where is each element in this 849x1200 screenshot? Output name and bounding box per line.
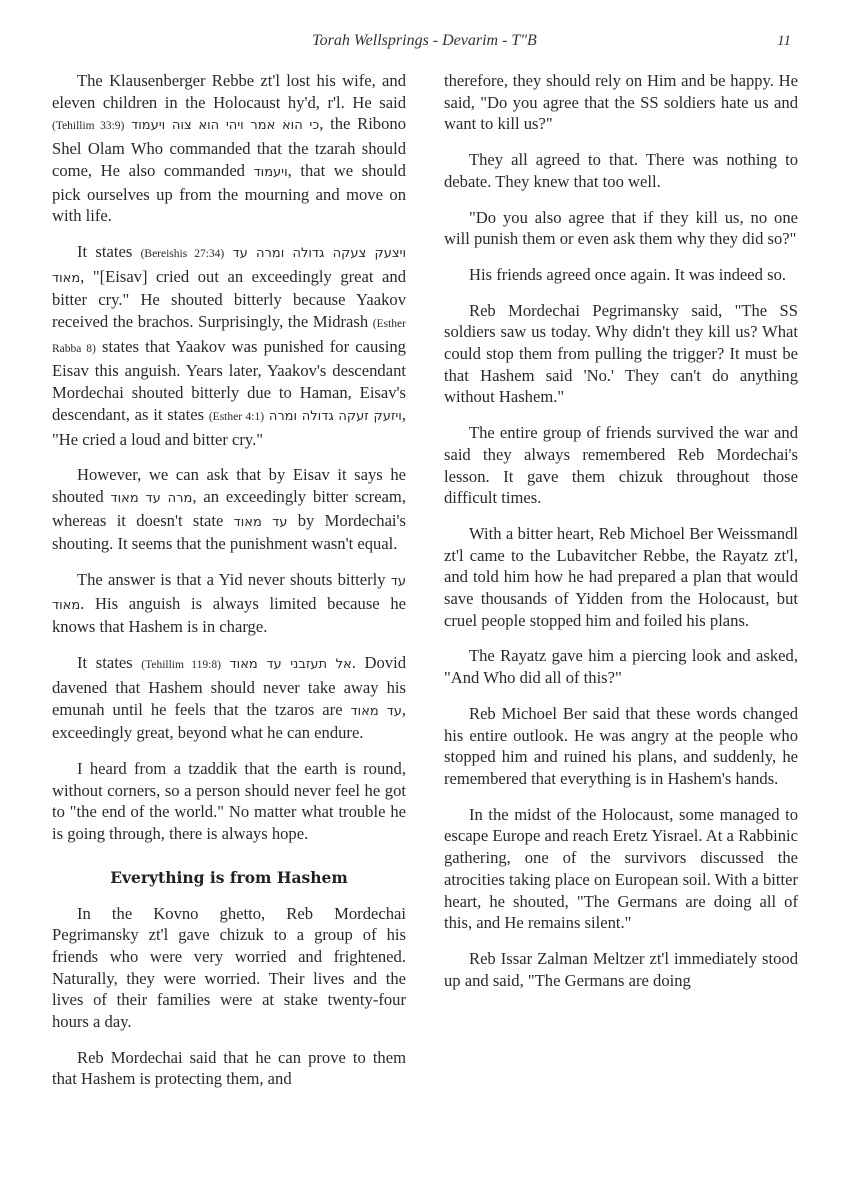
- text: The Klausenberger Rebbe zt'l lost his wife, and eleven children in the Holocaust hy'd, r'l. He said: [52, 71, 406, 112]
- left-column: [52, 70, 406, 1104]
- hebrew-quote: ויצעק צעקה גדולה ומרה עד מאוד: [52, 245, 406, 286]
- citation: (Esther 4:1): [208, 410, 265, 423]
- paragraph: Reb Mordechai Pegrimansky said, "The SS soldiers saw us today. Why didn't they kill us? What could stop them from pulling the trigger? It must be that Hashem said 'No.' They can't do anything without Hashem.": [444, 300, 798, 407]
- paragraph-reb-mordechai: Reb Mordechai said that he can prove to them that Hashem is protecting them, and: [52, 1047, 406, 1089]
- right-column: [444, 70, 798, 1005]
- text: It states: [77, 653, 142, 673]
- hebrew-quote: עד מאוד: [52, 574, 406, 613]
- hebrew-quote: ויזעק זעקה גדולה ומרה: [268, 408, 402, 424]
- paragraph: They all agreed to that. There was nothing to debate. They knew that too well.: [444, 150, 798, 191]
- hebrew-quote: אל תעזבני עד מאוד: [229, 657, 352, 673]
- paragraph-klausenberger: [52, 70, 406, 227]
- paragraph-answer: [52, 569, 406, 638]
- page-header: [0, 30, 849, 56]
- text: It states: [77, 241, 141, 261]
- page-number: 11: [777, 33, 791, 49]
- paragraph: Reb Michoel Ber said that these words changed his entire outlook. He was angry at the people who stopped him and ruined his plans, and suddenly, he remembered that everything is in Hashem's hands.: [444, 703, 798, 788]
- citation: (Tehillim 119:8): [141, 659, 221, 672]
- paragraph: In the midst of the Holocaust, some managed to escape Europe and reach Eretz Yisrael. At a Rabbinic gathering, one of the survivors discussed the atrocities taking place on European soil. With a bitter heart, he shouted, "The Germans are doing all of this, and He remains silent.": [444, 804, 798, 933]
- hebrew-quote: עד מאוד: [233, 514, 288, 530]
- text: , that we should pick ourselves up from the mourning and move on with life.: [52, 160, 406, 226]
- text: . Dovid davened that Hashem should never take away his emunah until he feels that the tzaros are: [52, 653, 407, 719]
- paragraph-kovno: In the Kovno ghetto, Reb Mordechai Pegrimansky zt'l gave chizuk to a group of his friends who were very worried and frightened. Naturally, they were worried. Their lives and the lives of their families were at stake twenty-four hours a day.: [52, 903, 406, 1032]
- text: , an exceedingly bitter scream, whereas it doesn't state: [52, 486, 406, 530]
- paragraph: With a bitter heart, Reb Michoel Ber Weissmandl zt'l came to the Lubavitcher Rebbe, the Rayatz zt'l, and told him how he had prepared a plan that would save thousands of Yidden from the Holocaust, but cruel people stopped him and foiled his plans.: [444, 523, 798, 630]
- paragraph: His friends agreed once again. It was indeed so.: [469, 264, 787, 284]
- text: , the Ribono Shel Olam Who commanded that the tzarah should come, He also commanded: [52, 114, 406, 180]
- text: The answer is that a Yid never shouts bitterly: [77, 570, 391, 590]
- paragraph-dovid: [52, 652, 406, 744]
- text: by Mordechai's shouting. It seems that the punishment wasn't equal.: [52, 510, 406, 554]
- paragraph: The Rayatz gave him a piercing look and asked, "And Who did all of this?": [444, 646, 798, 688]
- paragraph-continued: therefore, they should rely on Him and be happy. He said, "Do you agree that the SS soldiers hate us and want to kill us?": [444, 71, 798, 134]
- text: states that Yaakov was punished for causing Eisav this anguish. Years later, Yaakov's descendant Mordechai shouted bitterly due to Haman, Eisav's descendant, as it states: [52, 336, 406, 424]
- hebrew-quote: עד מאוד: [350, 703, 402, 719]
- hebrew-quote: כי הוא אמר ויהי הוא צוה ויעמוד: [131, 118, 320, 134]
- citation: (Esther Rabba 8): [52, 318, 406, 355]
- paragraph: "Do you also agree that if they kill us, no one will punish them or even ask them why they did so?": [444, 207, 798, 249]
- paragraph-question: [52, 464, 406, 555]
- text: However, we can ask that by Eisav it says he shouted: [52, 465, 406, 506]
- text: . His anguish is always limited because he knows that Hashem is in charge.: [52, 593, 406, 637]
- running-title: Torah Wellsprings - Devarim - T"B: [312, 32, 537, 49]
- hebrew-quote: ויעמוד: [253, 164, 288, 180]
- text: , "He cried a loud and bitter cry.": [52, 404, 406, 449]
- paragraph-tzaddik: I heard from a tzaddik that the earth is round, without corners, so a person should never feel he got to "the end of the world." No matter what trouble he is going through, there is always hope.: [52, 758, 406, 844]
- paragraph-eisav-cry: [52, 241, 406, 450]
- paragraph: Reb Issar Zalman Meltzer zt'l immediately stood up and said, "The Germans are doing: [444, 948, 798, 990]
- text: , exceedingly great, beyond what he can endure.: [52, 699, 406, 743]
- citation: (Bereishis 27:34): [140, 247, 225, 260]
- paragraph: The entire group of friends survived the war and said they always remembered Reb Mordechai's lesson. It gave them chizuk throughout those difficult times.: [444, 423, 798, 508]
- section-heading: Everything is from Hashem: [110, 867, 348, 887]
- citation: (Tehillim 33:9): [52, 120, 125, 133]
- hebrew-quote: מרה עד מאוד: [110, 490, 193, 506]
- text: , "[Eisav] cried out an exceedingly great and bitter cry." He shouted bitterly because Yaakov received the brachos. Surprisingly, the Midrash: [52, 266, 406, 332]
